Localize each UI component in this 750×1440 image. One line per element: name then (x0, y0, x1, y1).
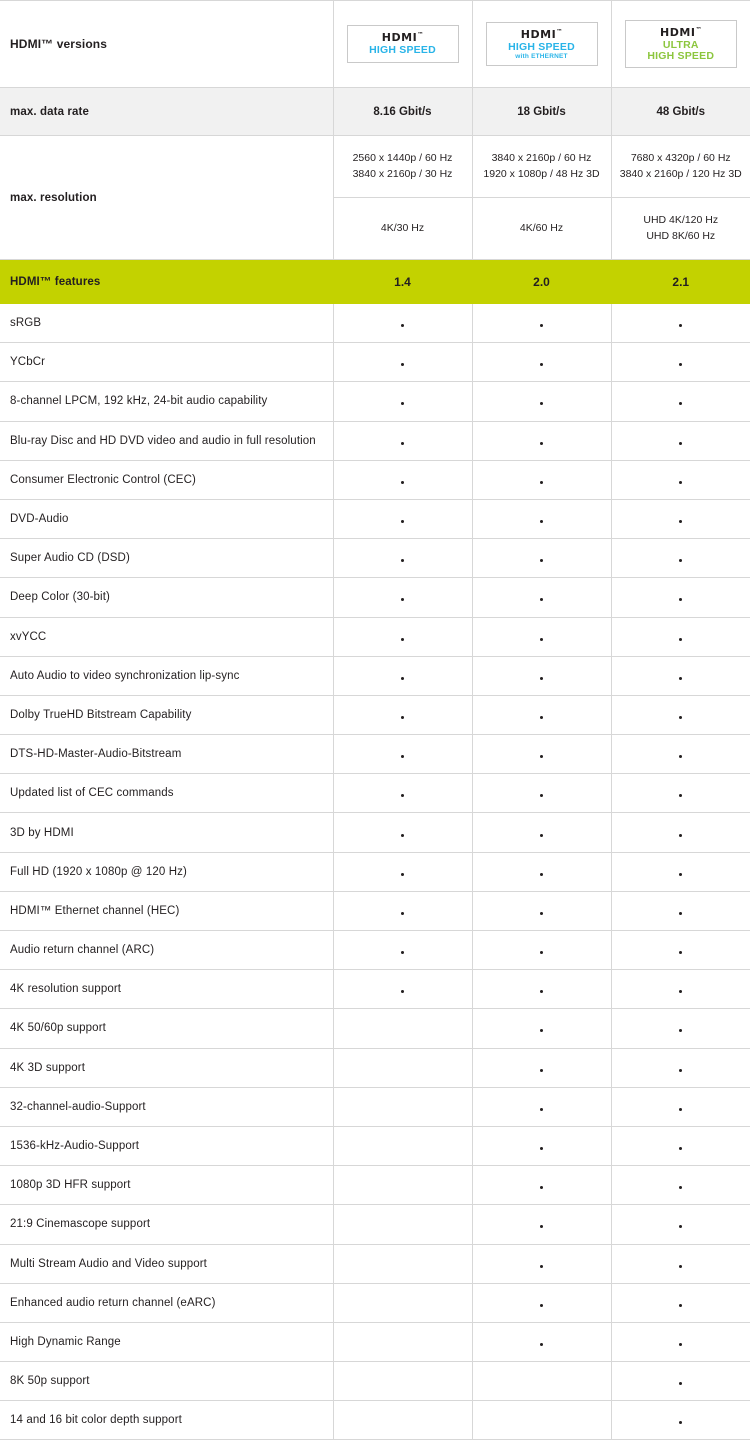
feature-support-cell (333, 343, 472, 382)
supported-dot-icon (679, 951, 682, 954)
version-number-1: 2.0 (472, 260, 611, 304)
table-row (0, 1362, 750, 1401)
table-row (0, 891, 750, 930)
feature-support-cell (472, 1322, 611, 1361)
supported-dot-icon (401, 873, 404, 876)
supported-dot-icon (540, 990, 543, 993)
supported-dot-icon (540, 1265, 543, 1268)
table-row (0, 695, 750, 734)
table-header-row (0, 1, 750, 88)
feature-support-cell (333, 1009, 472, 1048)
feature-support-cell (472, 813, 611, 852)
supported-dot-icon (401, 794, 404, 797)
logo-ethernet-label: with ETHERNET (515, 52, 568, 60)
feature-support-cell (611, 1401, 750, 1440)
feature-label: Dolby TrueHD Bitstream Capability (0, 695, 333, 734)
feature-support-cell (472, 1244, 611, 1283)
supported-dot-icon (679, 794, 682, 797)
supported-dot-icon (401, 990, 404, 993)
table-row (0, 499, 750, 538)
feature-support-cell (333, 1362, 472, 1401)
supported-dot-icon (540, 951, 543, 954)
data-rate-value-2: 48 Gbit/s (611, 88, 750, 136)
supported-dot-icon (679, 1186, 682, 1189)
table-row (0, 1244, 750, 1283)
trademark-mark: ™ (695, 26, 702, 34)
feature-support-cell (333, 735, 472, 774)
feature-label: Audio return channel (ARC) (0, 931, 333, 970)
table-row (0, 343, 750, 382)
supported-dot-icon (679, 1225, 682, 1228)
supported-dot-icon (540, 402, 543, 405)
feature-support-cell (472, 499, 611, 538)
hdmi-logo-icon (625, 20, 737, 69)
feature-support-cell (472, 1362, 611, 1401)
feature-support-cell (333, 891, 472, 930)
supported-dot-icon (679, 677, 682, 680)
feature-support-cell (611, 1126, 750, 1165)
hdmi-logo-icon (347, 25, 459, 62)
feature-support-cell (333, 460, 472, 499)
feature-label: 32-channel-audio-Support (0, 1087, 333, 1126)
logo-speed-label: ULTRA (662, 38, 699, 51)
feature-support-cell (611, 1362, 750, 1401)
feature-support-cell (333, 656, 472, 695)
hdmi-logo-icon (486, 22, 598, 65)
feature-support-cell (333, 1126, 472, 1165)
logo-speed-label: HIGH SPEED (508, 41, 575, 54)
version-column-header-2 (611, 1, 750, 88)
feature-support-cell (472, 1048, 611, 1087)
table-row (0, 578, 750, 617)
feature-support-cell (333, 539, 472, 578)
hdmi-wordmark: HDMI™ (660, 25, 702, 39)
trademark-mark: ™ (556, 28, 563, 36)
feature-support-cell (472, 460, 611, 499)
features-header-label: HDMI™ features (0, 260, 333, 304)
feature-support-cell (333, 1283, 472, 1322)
feature-label: DTS-HD-Master-Audio-Bitstream (0, 735, 333, 774)
supported-dot-icon (401, 755, 404, 758)
supported-dot-icon (401, 520, 404, 523)
feature-support-cell (333, 1166, 472, 1205)
feature-support-cell (333, 617, 472, 656)
table-row (0, 1087, 750, 1126)
supported-dot-icon (540, 1225, 543, 1228)
feature-support-cell (333, 931, 472, 970)
feature-label: 4K 50/60p support (0, 1009, 333, 1048)
feature-support-cell (472, 304, 611, 343)
feature-support-cell (611, 1205, 750, 1244)
feature-label: High Dynamic Range (0, 1322, 333, 1361)
feature-support-cell (472, 1087, 611, 1126)
supported-dot-icon (401, 598, 404, 601)
feature-label: Enhanced audio return channel (eARC) (0, 1283, 333, 1322)
feature-support-cell (611, 421, 750, 460)
feature-support-cell (472, 1009, 611, 1048)
feature-support-cell (472, 735, 611, 774)
version-column-header-1 (472, 1, 611, 88)
feature-label: HDMI™ Ethernet channel (HEC) (0, 891, 333, 930)
feature-support-cell (611, 891, 750, 930)
supported-dot-icon (401, 442, 404, 445)
supported-dot-icon (679, 716, 682, 719)
logo-speed-label-2: HIGH SPEED (647, 49, 715, 62)
versions-header-label: HDMI™ versions (0, 1, 333, 88)
supported-dot-icon (679, 481, 682, 484)
feature-label: 4K resolution support (0, 970, 333, 1009)
feature-support-cell (472, 970, 611, 1009)
max-resolution-value-1-1: 4K/60 Hz (472, 198, 611, 260)
supported-dot-icon (679, 834, 682, 837)
feature-support-cell (472, 695, 611, 734)
supported-dot-icon (540, 324, 543, 327)
supported-dot-icon (540, 677, 543, 680)
supported-dot-icon (540, 1304, 543, 1307)
feature-label: 8K 50p support (0, 1362, 333, 1401)
supported-dot-icon (540, 638, 543, 641)
supported-dot-icon (540, 1343, 543, 1346)
supported-dot-icon (679, 363, 682, 366)
table-row (0, 1283, 750, 1322)
feature-label: sRGB (0, 304, 333, 343)
feature-support-cell (611, 539, 750, 578)
feature-label: 1536-kHz-Audio-Support (0, 1126, 333, 1165)
supported-dot-icon (679, 873, 682, 876)
supported-dot-icon (401, 638, 404, 641)
supported-dot-icon (540, 363, 543, 366)
feature-label: 4K 3D support (0, 1048, 333, 1087)
supported-dot-icon (540, 442, 543, 445)
feature-support-cell (611, 970, 750, 1009)
feature-support-cell (472, 1126, 611, 1165)
supported-dot-icon (679, 1304, 682, 1307)
table-row (0, 656, 750, 695)
feature-support-cell (611, 774, 750, 813)
feature-support-cell (333, 813, 472, 852)
feature-support-cell (472, 343, 611, 382)
data-rate-value-1: 18 Gbit/s (472, 88, 611, 136)
feature-support-cell (333, 774, 472, 813)
table-row (0, 304, 750, 343)
table-row (0, 852, 750, 891)
supported-dot-icon (540, 520, 543, 523)
feature-label: Multi Stream Audio and Video support (0, 1244, 333, 1283)
supported-dot-icon (679, 1265, 682, 1268)
supported-dot-icon (401, 951, 404, 954)
table-row (0, 382, 750, 421)
supported-dot-icon (540, 716, 543, 719)
table-row (0, 735, 750, 774)
supported-dot-icon (679, 1382, 682, 1385)
feature-label: Super Audio CD (DSD) (0, 539, 333, 578)
supported-dot-icon (540, 912, 543, 915)
table-row (0, 1205, 750, 1244)
table-row (0, 460, 750, 499)
supported-dot-icon (540, 1186, 543, 1189)
max-resolution-value-1-0: 4K/30 Hz (333, 198, 472, 260)
logo-speed-label: HIGH SPEED (369, 44, 436, 57)
supported-dot-icon (679, 1108, 682, 1111)
feature-support-cell (333, 1322, 472, 1361)
feature-support-cell (472, 578, 611, 617)
supported-dot-icon (679, 638, 682, 641)
feature-label: Full HD (1920 x 1080p @ 120 Hz) (0, 852, 333, 891)
supported-dot-icon (401, 363, 404, 366)
supported-dot-icon (540, 1029, 543, 1032)
max-resolution-value-0-1: 3840 x 2160p / 60 Hz 1920 x 1080p / 48 Hz 3D (472, 136, 611, 198)
feature-support-cell (472, 1401, 611, 1440)
feature-support-cell (472, 539, 611, 578)
feature-support-cell (472, 1283, 611, 1322)
feature-support-cell (472, 382, 611, 421)
feature-support-cell (472, 891, 611, 930)
feature-support-cell (472, 421, 611, 460)
feature-support-cell (472, 656, 611, 695)
version-number-2: 2.1 (611, 260, 750, 304)
supported-dot-icon (401, 402, 404, 405)
trademark-mark: ™ (417, 31, 424, 39)
table-row (0, 1322, 750, 1361)
supported-dot-icon (401, 481, 404, 484)
supported-dot-icon (679, 1421, 682, 1424)
feature-support-cell (611, 578, 750, 617)
supported-dot-icon (679, 402, 682, 405)
supported-dot-icon (540, 1147, 543, 1150)
feature-support-cell (611, 304, 750, 343)
feature-support-cell (333, 1205, 472, 1244)
supported-dot-icon (679, 755, 682, 758)
supported-dot-icon (679, 1343, 682, 1346)
feature-support-cell (333, 1401, 472, 1440)
feature-label: Updated list of CEC commands (0, 774, 333, 813)
feature-support-cell (611, 382, 750, 421)
feature-support-cell (333, 852, 472, 891)
feature-support-cell (472, 931, 611, 970)
feature-label: Auto Audio to video synchronization lip-sync (0, 656, 333, 695)
feature-label: YCbCr (0, 343, 333, 382)
feature-support-cell (611, 735, 750, 774)
feature-support-cell (333, 1244, 472, 1283)
table-row (0, 1009, 750, 1048)
supported-dot-icon (679, 1147, 682, 1150)
feature-support-cell (333, 695, 472, 734)
max-resolution-label: max. resolution (0, 136, 333, 260)
supported-dot-icon (401, 912, 404, 915)
supported-dot-icon (540, 1108, 543, 1111)
table-row (0, 421, 750, 460)
feature-label: 3D by HDMI (0, 813, 333, 852)
feature-support-cell (611, 656, 750, 695)
supported-dot-icon (540, 873, 543, 876)
table-row (0, 1048, 750, 1087)
feature-support-cell (333, 578, 472, 617)
max-resolution-value-0-2: 7680 x 4320p / 60 Hz 3840 x 2160p / 120 Hz 3D (611, 136, 750, 198)
table-row (0, 931, 750, 970)
supported-dot-icon (540, 598, 543, 601)
feature-support-cell (611, 460, 750, 499)
feature-label: Blu-ray Disc and HD DVD video and audio in full resolution (0, 421, 333, 460)
feature-label: 1080p 3D HFR support (0, 1166, 333, 1205)
data-rate-row (0, 88, 750, 136)
supported-dot-icon (540, 1069, 543, 1072)
max-resolution-value-1-2: UHD 4K/120 Hz UHD 8K/60 Hz (611, 198, 750, 260)
feature-label: 14 and 16 bit color depth support (0, 1401, 333, 1440)
feature-support-cell (472, 1166, 611, 1205)
feature-support-cell (611, 1166, 750, 1205)
feature-support-cell (611, 1283, 750, 1322)
feature-support-cell (472, 852, 611, 891)
data-rate-label: max. data rate (0, 88, 333, 136)
supported-dot-icon (401, 716, 404, 719)
feature-support-cell (333, 1087, 472, 1126)
supported-dot-icon (540, 481, 543, 484)
supported-dot-icon (540, 834, 543, 837)
supported-dot-icon (401, 677, 404, 680)
feature-support-cell (611, 343, 750, 382)
supported-dot-icon (679, 1069, 682, 1072)
hdmi-wordmark: HDMI™ (381, 31, 424, 45)
feature-support-cell (611, 1322, 750, 1361)
supported-dot-icon (679, 912, 682, 915)
supported-dot-icon (679, 598, 682, 601)
feature-support-cell (611, 1009, 750, 1048)
table-row (0, 539, 750, 578)
feature-support-cell (333, 382, 472, 421)
feature-support-cell (333, 304, 472, 343)
feature-support-cell (333, 499, 472, 538)
table-row (0, 1401, 750, 1440)
feature-label: Consumer Electronic Control (CEC) (0, 460, 333, 499)
table-row (0, 970, 750, 1009)
max-resolution-value-0-0: 2560 x 1440p / 60 Hz 3840 x 2160p / 30 Hz (333, 136, 472, 198)
supported-dot-icon (679, 559, 682, 562)
feature-label: xvYCC (0, 617, 333, 656)
version-column-header-0 (333, 1, 472, 88)
feature-support-cell (611, 695, 750, 734)
supported-dot-icon (540, 559, 543, 562)
table-row (0, 774, 750, 813)
feature-support-cell (611, 931, 750, 970)
feature-support-cell (611, 813, 750, 852)
supported-dot-icon (679, 990, 682, 993)
data-rate-value-0: 8.16 Gbit/s (333, 88, 472, 136)
supported-dot-icon (679, 520, 682, 523)
feature-label: 8-channel LPCM, 192 kHz, 24-bit audio capability (0, 382, 333, 421)
feature-support-cell (333, 1048, 472, 1087)
feature-support-cell (333, 421, 472, 460)
feature-support-cell (611, 499, 750, 538)
feature-support-cell (611, 1048, 750, 1087)
feature-label: Deep Color (30-bit) (0, 578, 333, 617)
feature-support-cell (472, 774, 611, 813)
supported-dot-icon (401, 559, 404, 562)
table-row (0, 617, 750, 656)
hdmi-wordmark: HDMI™ (520, 28, 563, 42)
supported-dot-icon (679, 1029, 682, 1032)
table-row (0, 1126, 750, 1165)
feature-label: 21:9 Cinemascope support (0, 1205, 333, 1244)
supported-dot-icon (540, 755, 543, 758)
supported-dot-icon (401, 324, 404, 327)
version-number-0: 1.4 (333, 260, 472, 304)
supported-dot-icon (401, 834, 404, 837)
table-row (0, 1166, 750, 1205)
feature-support-cell (611, 852, 750, 891)
feature-support-cell (472, 1205, 611, 1244)
feature-support-cell (333, 970, 472, 1009)
feature-support-cell (472, 617, 611, 656)
table-row (0, 813, 750, 852)
feature-support-cell (611, 617, 750, 656)
supported-dot-icon (679, 324, 682, 327)
features-header-row (0, 260, 750, 304)
supported-dot-icon (540, 794, 543, 797)
feature-support-cell (611, 1087, 750, 1126)
feature-support-cell (611, 1244, 750, 1283)
supported-dot-icon (679, 442, 682, 445)
feature-label: DVD-Audio (0, 499, 333, 538)
max-resolution-row-0 (0, 136, 750, 198)
